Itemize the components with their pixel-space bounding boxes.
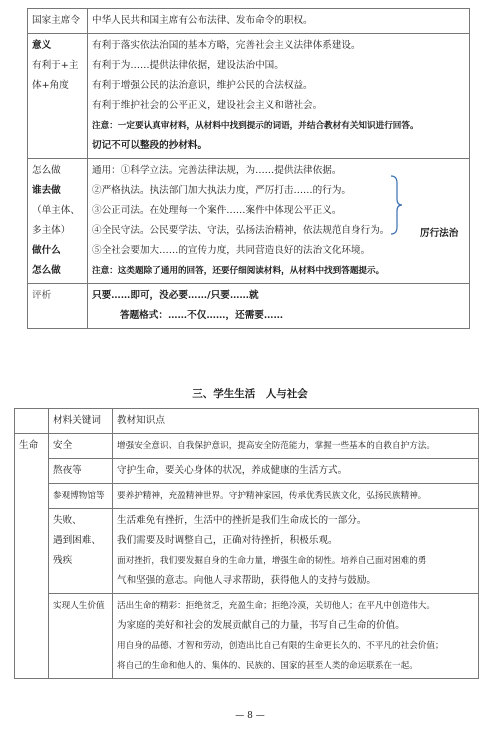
row-content: 只要……即可，没必要……/只要……就 答题格式：……不仅……，还需要…… xyxy=(88,284,470,329)
table-row xyxy=(15,594,479,679)
row-label: 国家主席令 xyxy=(28,9,88,34)
row-content: 中华人民共和国主席有公布法律、发布命令的职权。 xyxy=(88,9,470,34)
table-row xyxy=(15,434,479,459)
keyword-cell: 实现人生价值 xyxy=(49,594,113,679)
table-row xyxy=(28,159,470,284)
knowledge-cell: 活出生命的精彩：拒绝贫乏，充盈生命；拒绝冷漠，关切他人；在平凡中创造伟大。 为家庭的美好和社会的发展贡献自己的力量，书写自己生命的价值。 用自身的品德、才智和劳动，创造出比自己有限的生命更长久的、不平凡的社会价值； 将自己的生命和他人的、集体的、民族的、国家的甚至人类的命运联系在一起。 xyxy=(113,594,479,679)
page-number: — 8 — xyxy=(235,711,265,721)
knowledge-cell: 增强安全意识、自我保护意识，提高安全防范能力，掌握一些基本的自救自护方法。 xyxy=(113,434,479,459)
row-content: 通用：①科学立法。完善法律法规，为……提供法律依据。 ②严格执法。执法部门加大执法力度，严厉打击……的行为。 ③公正司法。在处理每一个案件……案件中体现公平正义。 ④全民守法。公民要学法、守法，弘扬法治精神，依法规范自身行为。 ⑤全社会要加大……的宣传力度，共同营造良好的法治文化环境。 注意：这类题除了通用的回答，还要仔细阅读材料，从材料中找到答题提示。 xyxy=(88,159,470,284)
table-row xyxy=(15,509,479,594)
knowledge-cell: 要养护精神，充盈精神世界。守护精神家园，传承优秀民族文化，弘扬民族精神。 xyxy=(113,484,479,509)
knowledge-cell: 守护生命，要关心身体的状况，养成健康的生活方式。 xyxy=(113,459,479,484)
section-title: 三、学生生活 人与社会 xyxy=(192,388,308,400)
side-label: 厉行法治 xyxy=(420,228,459,239)
row-label: 意义 有利于+主 体+角度 xyxy=(28,34,88,159)
category-cell: 生命 xyxy=(15,434,49,679)
row-content: 有利于落实依法治国的基本方略，完善社会主义法律体系建设。 有利于为……提供法律依据，建设法治中国。 有利于增强公民的法治意识，维护公民的合法权益。 有利于维护社会的公平正义，建设社会主义和谐社会。 注意：一定要认真审材料，从材料中找到提示的词语，并结合教材有关知识进行回答。 切记不可以整段的抄材料。 xyxy=(88,34,470,159)
row-label: 怎么做 谁去做 （单主体、 多主体） 做什么 怎么做 xyxy=(28,159,88,284)
table-row xyxy=(28,9,470,34)
keyword-cell: 参观博物馆等 xyxy=(49,484,113,509)
bracket-icon xyxy=(389,175,403,235)
table-row xyxy=(28,284,470,329)
table-row xyxy=(15,459,479,484)
note-text: 切记不可以整段的抄材料。 xyxy=(92,140,208,151)
table-header-row xyxy=(15,409,479,434)
keyword-cell: 安全 xyxy=(49,434,113,459)
keyword-cell: 失败、 遇到困难、 残疾 xyxy=(49,509,113,594)
life-knowledge-table xyxy=(14,408,479,679)
table-row xyxy=(15,484,479,509)
note-text: 注意：这类题除了通用的回答，还要仔细阅读材料，从材料中找到答题提示。 xyxy=(92,266,385,276)
row-label: 评析 xyxy=(28,284,88,329)
column-header: 教材知识点 xyxy=(113,409,479,434)
keyword-cell: 熬夜等 xyxy=(49,459,113,484)
column-header: 材料关键词 xyxy=(49,409,113,434)
note-text: 注意：一定要认真审材料，从材料中找到提示的词语，并结合教材有关知识进行回答。 xyxy=(92,121,419,131)
law-notes-table xyxy=(27,8,470,329)
table-row xyxy=(28,34,470,159)
knowledge-cell: 生活难免有挫折，生活中的挫折是我们生命成长的一部分。 我们需要及时调整自己，正确对待挫折，积极乐观。 面对挫折，我们要发掘自身的生命力量，增强生命的韧性。培养自己面对困难的勇 气和坚强的意志。向他人寻求帮助，获得他人的支持与鼓励。 xyxy=(113,509,479,594)
